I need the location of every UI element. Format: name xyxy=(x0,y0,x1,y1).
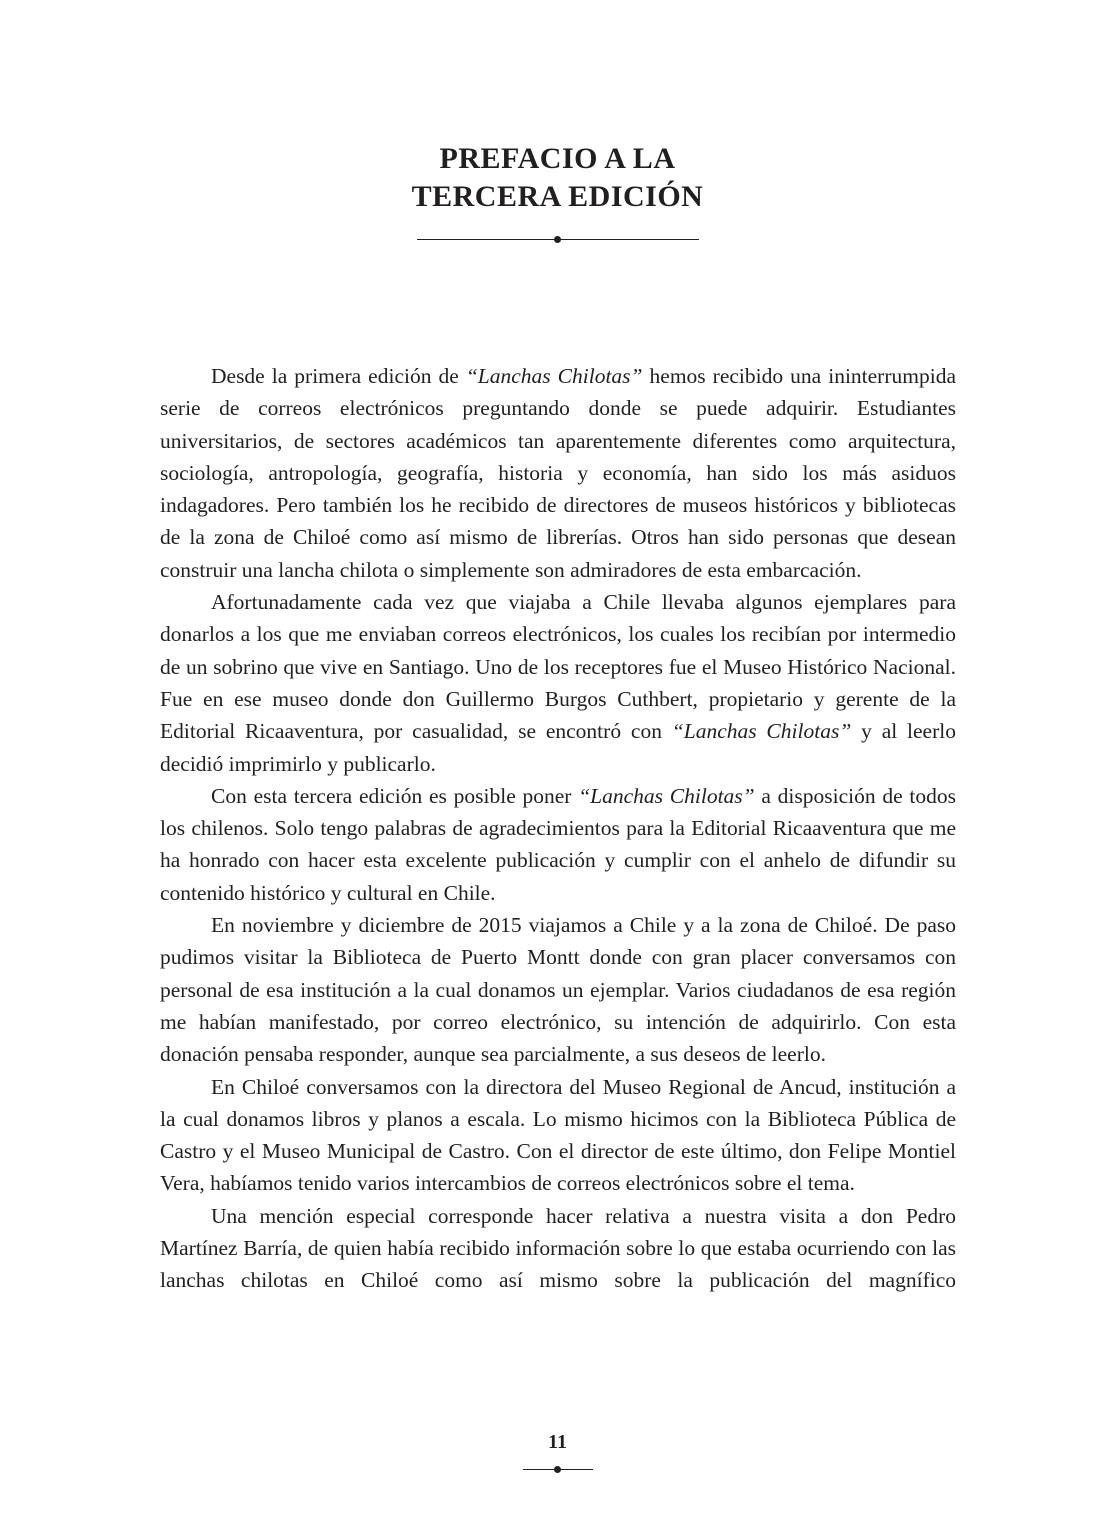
paragraph-6: Una mención especial corresponde hacer relativa a nuestra visita a don Pedro Martínez Barría, de quien había recibido información sobre lo que estaba ocurriendo con las lanchas chilotas en Chiloé como así mismo sobre la publicación del magnífico xyxy=(160,1203,956,1293)
paragraph-1 xyxy=(160,360,956,586)
book-title-italic: “Lanchas Chilotas” xyxy=(671,719,852,744)
divider-dot xyxy=(554,236,561,243)
paragraph-5: En Chiloé conversamos con la directora del Museo Regional de Ancud, institución a la cual donamos libros y planos a escala. Lo mismo hicimos con la Biblioteca Pública de Castro y el Museo Municipal de Castro. Con el director de este último, don Felipe Montiel Vera, habíamos tenido varios intercambios de correos electrónicos sobre el tema. xyxy=(160,1074,956,1196)
paragraph-text: Desde la primera edición de xyxy=(211,364,466,388)
paragraph-2 xyxy=(160,586,956,780)
page-number: 11 xyxy=(548,1431,567,1453)
paragraph-text: y al leerlo decidió imprimirlo y publicarlo. xyxy=(160,719,956,776)
paragraph-text: Afortunadamente cada vez que viajaba a Chile llevaba algunos ejemplares para donarlos a los que me enviaban correos electrónicos, los cuales los recibían por intermedio de un sobrino que vive en Santiago. Uno de los receptores fue el Museo Histórico Nacional. Fue en ese museo donde don Guillermo Burgos Cuthbert, propietario y gerente de la Editorial Ricaaventura, por casualidad, se encontró con xyxy=(160,590,956,744)
chapter-title-line-2: TERCERA EDICIÓN xyxy=(411,180,704,213)
paragraph-text: a disposición de todos los chilenos. Solo tengo palabras de agradecimientos para la Editorial Ricaaventura que me ha honrado con hacer esta excelente publicación y cumplir con el anhelo de difundir su contenido histórico y cultural en Chile. xyxy=(160,783,957,905)
divider-dot xyxy=(554,1466,561,1473)
footer-divider-ornament xyxy=(523,1466,593,1474)
paragraph-4: En noviembre y diciembre de 2015 viajamos a Chile y a la zona de Chiloé. De paso pudimos visitar la Biblioteca de Puerto Montt donde con gran placer conversamos con personal de esa institución a la cual donamos un ejemplar. Varios ciudadanos de esa región me habían manifestado, por correo electrónico, su intención de adquirirlo. Con esta donación pensaba responder, aunque sea parcialmente, a sus deseos de leerlo. xyxy=(160,913,956,1067)
book-title-italic: “Lanchas Chilotas” xyxy=(465,364,643,388)
chapter-title xyxy=(0,140,1115,216)
book-title-italic: “Lanchas Chilotas” xyxy=(578,783,755,808)
paragraph-text: Con esta tercera edición es posible poner xyxy=(211,783,579,808)
title-divider-ornament xyxy=(417,236,699,244)
body-text xyxy=(160,360,956,1297)
paragraph-text: hemos recibido una ininterrumpida serie de correos electrónicos preguntando donde se puede adquirir. Estudiantes universitarios, de sectores académicos tan aparentemente diferentes como arquitectura, sociología, antropología, geografía, historia y economía, han sido los más asiduos indagadores. Pero también los he recibido de directores de museos históricos y bibliotecas de la zona de Chiloé como así mismo de librerías. Otros han sido personas que desean construir una lancha chilota o simplemente son admiradores de esta embarcación. xyxy=(160,364,956,582)
paragraph-3 xyxy=(160,780,956,909)
chapter-title-line-1: PREFACIO A LA xyxy=(439,142,676,175)
